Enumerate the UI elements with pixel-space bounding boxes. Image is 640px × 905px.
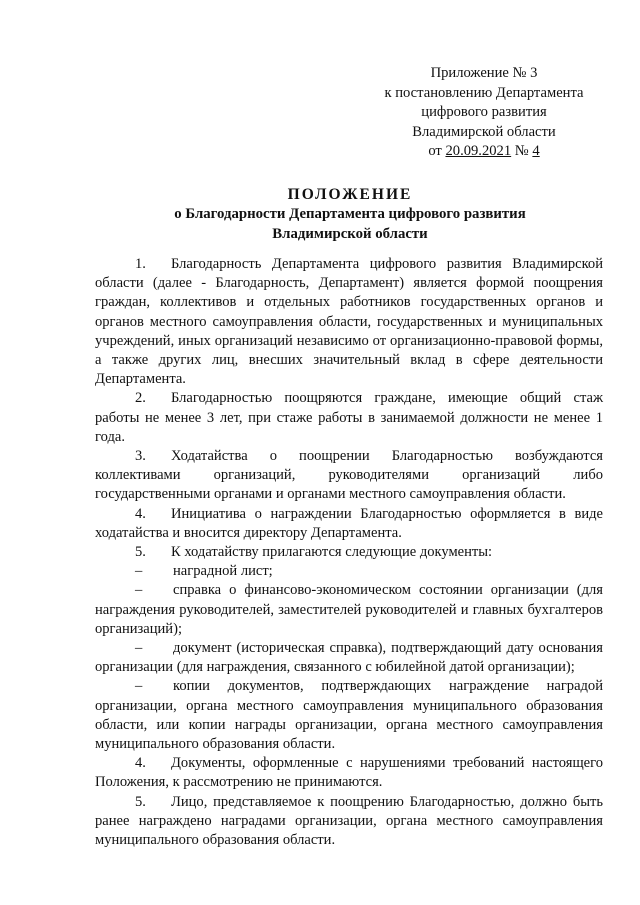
resolution-number: 4 [532, 143, 540, 159]
date-prefix: от [428, 143, 446, 159]
clause-number: 2. [135, 390, 146, 407]
clause-text: Лицо, представляемое к поощрению Благодарностью, должно быть ранее награждено наградами организации, органа местного самоуправления муниципального образования области. [95, 793, 603, 849]
clause-number: 5. [135, 544, 146, 561]
document-title: ПОЛОЖЕНИЕ [287, 186, 413, 203]
clause-number: 5. [135, 793, 146, 810]
document-subtitle-1: о Благодарности Департамента цифрового развития [174, 206, 526, 222]
clause-4 [95, 505, 603, 543]
list-item-text: документ (историческая справка), подтверждающий дату основания организации (для награждения, связанного с юбилейной датой организации); [95, 640, 603, 676]
appendix-number: Приложение № 3 [430, 65, 538, 81]
clause-1 [95, 255, 603, 389]
number-prefix: № [511, 143, 533, 159]
dash-marker: – [135, 678, 143, 695]
clause-number: 4. [135, 505, 146, 522]
clause-5 [95, 543, 603, 562]
clause-number: 3. [135, 448, 146, 465]
appendix-line-3: цифрового развития [421, 104, 547, 120]
clause-number: 4. [135, 755, 146, 772]
resolution-date: 20.09.2021 [445, 143, 512, 159]
dash-marker: – [135, 563, 143, 580]
clause-text: Ходатайства о поощрении Благодарностью возбуждаются коллективами организаций, руководителями организаций либо государственными органами и органами местного самоуправления области. [95, 448, 603, 503]
appendix-header [370, 64, 598, 162]
clause-3 [95, 447, 603, 505]
dash-marker: – [135, 640, 143, 657]
document-subtitle-2: Владимирской области [272, 225, 428, 242]
clause-5-second [95, 793, 603, 851]
list-item-text: наградной лист; [173, 563, 273, 580]
clause-4-second [95, 754, 603, 792]
appendix-line-4: Владимирской области [412, 123, 556, 140]
document-title-block [90, 185, 610, 244]
list-item-text: справка о финансово-экономическом состоянии организации (для награждения руководителей, заместителей руководителей и главных бухгалтеров организаций); [95, 582, 603, 637]
document-list-item-4 [95, 677, 603, 754]
document-list-item-3 [95, 639, 603, 677]
document-body [95, 255, 603, 850]
appendix-date-line [370, 142, 598, 162]
list-item-text: копии документов, подтверждающих награждение наградой организации, органа местного самоуправления муниципального образования области, или копии награды организации, органа местного самоуправления муниципального образования области. [95, 678, 603, 753]
clause-text: К ходатайству прилагаются следующие документы: [171, 544, 493, 561]
clause-text: Документы, оформленные с нарушениями требований настоящего Положения, к рассмотрению не принимаются. [95, 755, 603, 791]
appendix-line-2: к постановлению Департамента [384, 84, 584, 101]
clause-text: Благодарностью поощряются граждане, имеющие общий стаж работы не менее 3 лет, при стаже работы в занимаемой должности не менее 1 года. [95, 390, 603, 445]
document-list-item-1 [95, 562, 603, 581]
clause-text: Благодарность Департамента цифрового развития Владимирской области (далее - Благодарность, Департамент) является формой поощрения граждан, коллективов и отдельных работников государственных органов и органов местного самоуправления области, государственных и муниципальных учреждений, иных организаций независимо от организационно-правовой формы, а также других лиц, внесших значительный вклад в сфере деятельности Департамента. [95, 256, 603, 388]
document-list-item-2 [95, 581, 603, 639]
clause-2 [95, 389, 603, 447]
clause-text: Инициатива о награждении Благодарностью оформляется в виде ходатайства и вносится директору Департамента. [95, 505, 603, 541]
dash-marker: – [135, 582, 143, 599]
clause-number: 1. [135, 256, 146, 272]
